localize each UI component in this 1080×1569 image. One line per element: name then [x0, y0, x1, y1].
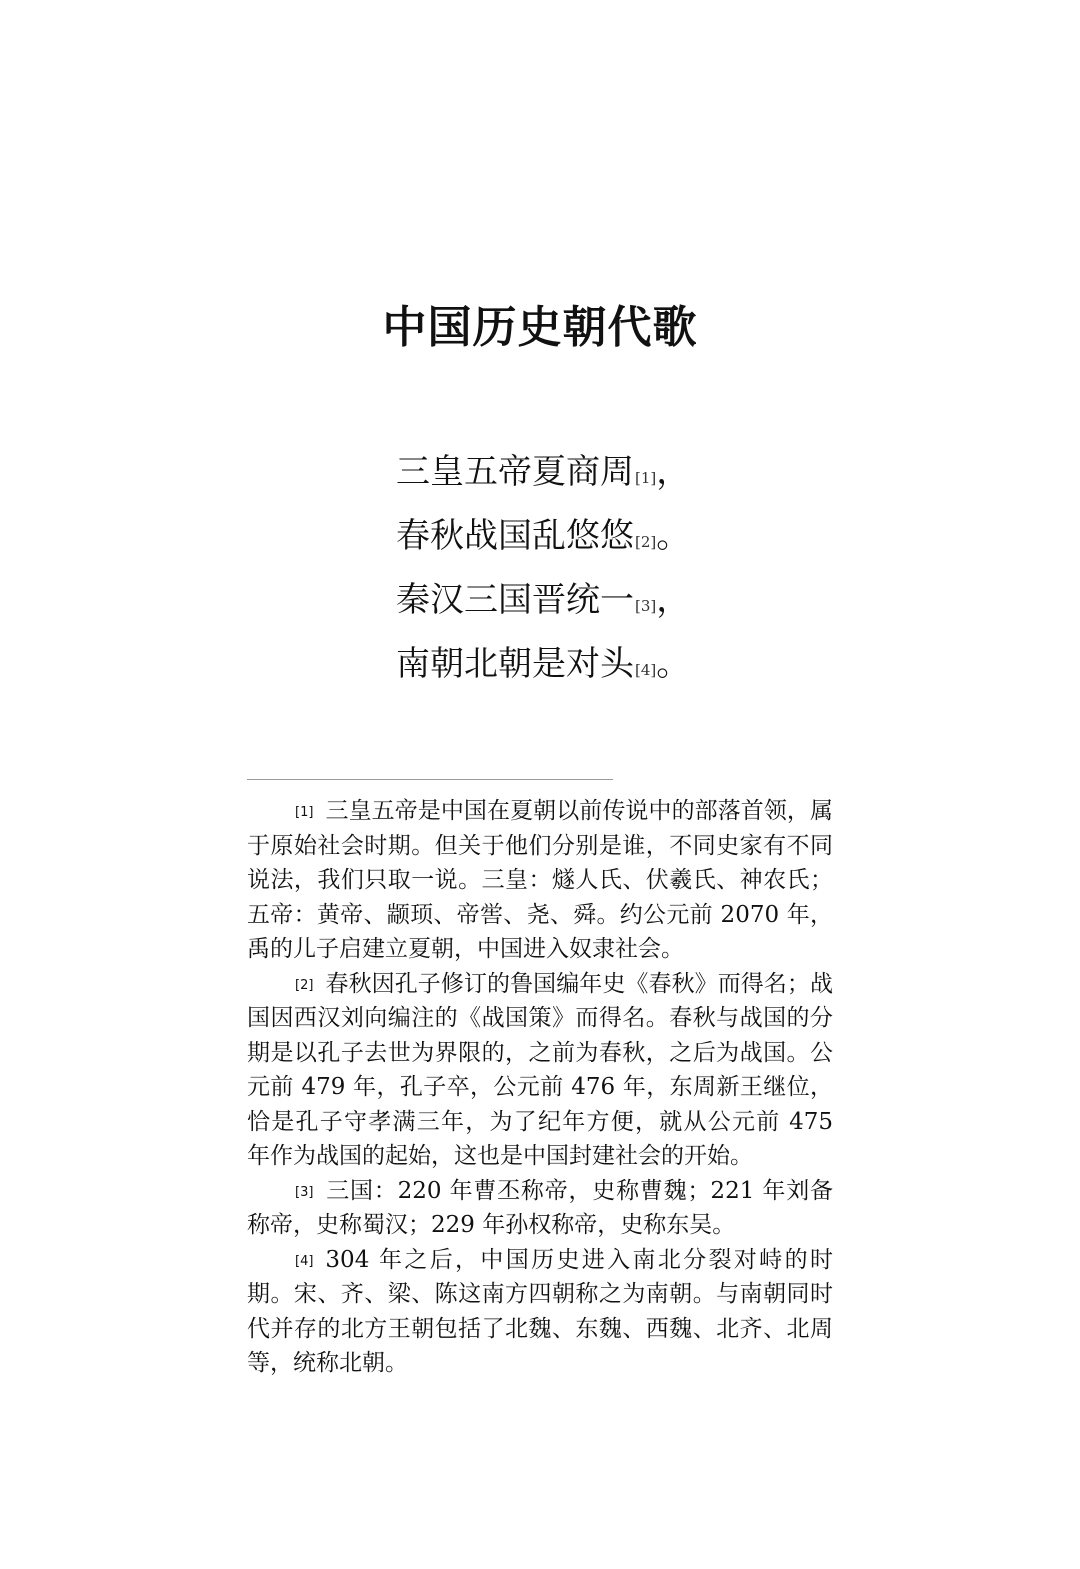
footnote-mark: [2]: [295, 977, 314, 993]
poem-line-text: 南朝北朝是对头: [396, 644, 634, 684]
footnote-reference[interactable]: [4]: [635, 661, 657, 679]
footnotes: [247, 794, 833, 1381]
footnote-mark: [3]: [295, 1184, 314, 1200]
poem-line: [396, 504, 716, 568]
poem-punctuation: 。: [656, 644, 691, 684]
footnote-mark: [4]: [295, 1253, 314, 1269]
poem-punctuation: ，: [656, 452, 691, 492]
footnote-reference[interactable]: [3]: [635, 597, 657, 615]
footnote-text: 三皇五帝是中国在夏朝以前传说中的部落首领，属于原始社会时期。但关于他们分别是谁，不同史家有不同说法，我们只取一说。三皇：燧人氏、伏羲氏、神农氏；五帝：黄帝、颛顼、帝喾、尧、舜。约公元前 2070 年，禹的儿子启建立夏朝，中国进入奴隶社会。: [247, 798, 833, 962]
footnote-reference[interactable]: [1]: [635, 469, 657, 487]
page-title: 中国历史朝代歌: [382, 302, 698, 353]
footnote-text: 春秋因孔子修订的鲁国编年史《春秋》而得名；战国因西汉刘向编注的《战国策》而得名。春秋与战国的分期是以孔子去世为界限的，之前为春秋，之后为战国。公元前 479 年，孔子卒，公元前 476 年，东周新王继位，恰是孔子守孝满三年，为了纪年方便，就从公元前 475 年作为战国的起始，这也是中国封建社会的开始。: [247, 970, 833, 1169]
footnote-separator: [247, 779, 613, 780]
poem-line-text: 秦汉三国晋统一: [396, 580, 634, 620]
footnote-mark: [1]: [295, 805, 314, 820]
poem-line-text: 春秋战国乱悠悠: [396, 516, 634, 556]
footnote-text: 三国：220 年曹丕称帝，史称曹魏；221 年刘备称帝，史称蜀汉；229 年孙权称帝，史称东吴。: [247, 1177, 833, 1238]
poem-line: [396, 568, 716, 632]
footnote: [247, 794, 833, 967]
poem-punctuation: 。: [656, 516, 691, 556]
poem-line: [396, 440, 716, 504]
poem-line: [396, 632, 716, 696]
footnote-reference[interactable]: [2]: [635, 533, 657, 551]
footnote: [247, 1243, 833, 1381]
footnote-text: 304 年之后，中国历史进入南北分裂对峙的时期。宋、齐、梁、陈这南方四朝称之为南朝。与南朝同时代并存的北方王朝包括了北魏、东魏、西魏、北齐、北周等，统称北朝。: [247, 1246, 833, 1376]
footnote: [247, 967, 833, 1174]
poem-line-text: 三皇五帝夏商周: [396, 452, 634, 492]
poem: [396, 440, 716, 696]
footnote: [247, 1174, 833, 1243]
poem-punctuation: ，: [656, 580, 691, 620]
